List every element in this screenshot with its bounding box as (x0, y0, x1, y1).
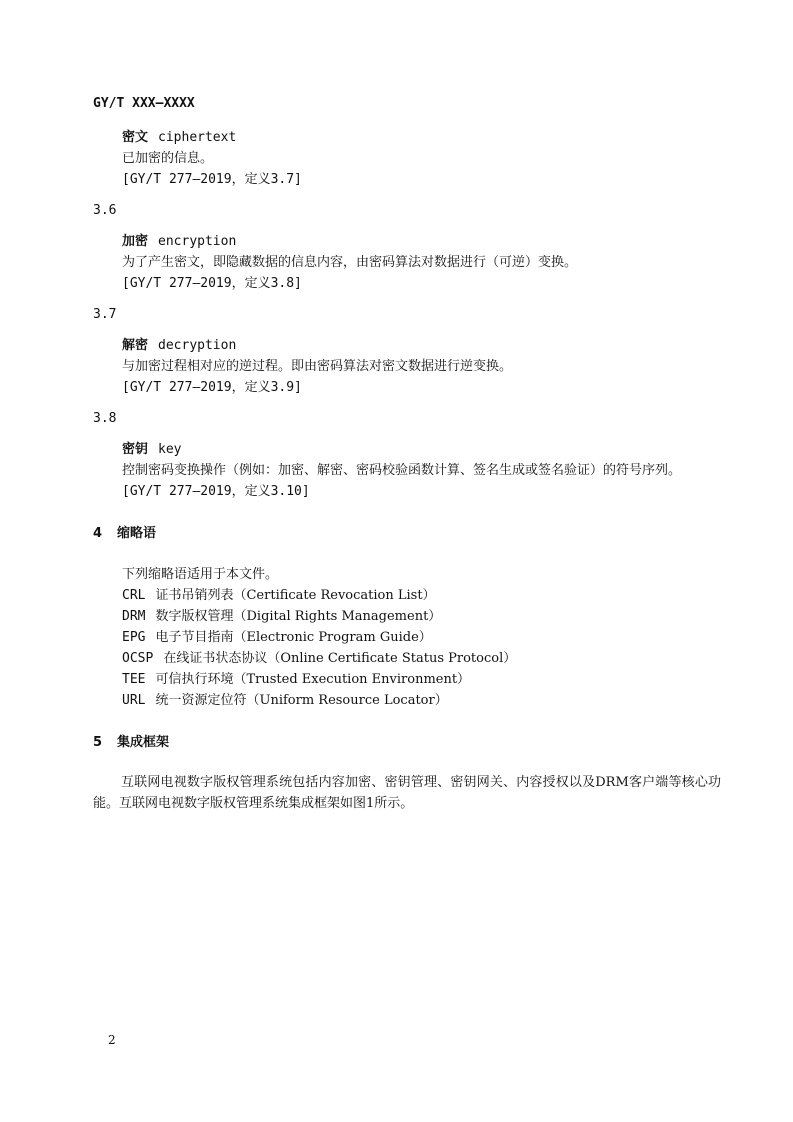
section-title: 集成框架 (117, 735, 170, 750)
term-number: 3.8 (93, 411, 117, 426)
abbreviation-expansion: 在线证书状态协议（Online Certificate Status Protocol） (163, 651, 517, 666)
term-source: [GY/T 277—2019，定义3.7] (122, 172, 302, 187)
term-source: [GY/T 277—2019，定义3.9] (122, 380, 302, 395)
section-paragraph: 互联网电视数字版权管理系统包括内容加密、密钥管理、密钥网关、内容授权以及DRM客户端等核心功能。互联网电视数字版权管理系统集成框架如图1所示。 (93, 775, 721, 811)
abbreviation: URL (122, 693, 146, 708)
abbreviation-expansion: 电子节目指南（Electronic Program Guide） (155, 630, 432, 645)
section-title: 缩略语 (117, 526, 157, 541)
term-number: 3.6 (93, 203, 117, 218)
term-zh: 加密 (122, 234, 149, 249)
section-number: 4 (93, 526, 103, 541)
term-heading (122, 442, 182, 458)
page-number: 2 (108, 1033, 116, 1047)
term-definition: 与加密过程相对应的逆过程。即由密码算法对密文数据进行逆变换。 (122, 359, 513, 374)
term-zh: 解密 (122, 338, 149, 353)
document-code: GY/T XXX—XXXX (93, 96, 195, 111)
abbreviation-item (122, 651, 516, 667)
term-zh: 密文 (122, 130, 149, 145)
section-number: 5 (93, 735, 103, 750)
abbreviation-item (122, 609, 441, 625)
abbreviation-expansion: 统一资源定位符（Uniform Resource Locator） (155, 693, 448, 708)
term-en: decryption (158, 338, 237, 353)
abbreviation-item (122, 588, 436, 604)
term-heading (122, 130, 236, 146)
abbreviation-expansion: 证书吊销列表（Certificate Revocation List） (155, 588, 436, 603)
abbreviation-expansion: 可信执行环境（Trusted Execution Environment） (155, 672, 471, 687)
abbreviation-item (122, 672, 470, 688)
term-source: [GY/T 277—2019，定义3.8] (122, 276, 302, 291)
abbreviation: DRM (122, 609, 146, 624)
abbreviation: CRL (122, 588, 146, 603)
abbreviation-item (122, 693, 448, 709)
term-heading (122, 338, 236, 354)
abbreviation: TEE (122, 672, 146, 687)
term-number: 3.7 (93, 307, 117, 322)
section-heading (93, 735, 169, 751)
section-intro: 下列缩略语适用于本文件。 (122, 567, 279, 582)
section-heading (93, 526, 156, 542)
term-zh: 密钥 (122, 442, 149, 457)
abbreviation-expansion: 数字版权管理（Digital Rights Management） (155, 609, 442, 624)
term-source: [GY/T 277—2019，定义3.10] (122, 484, 310, 499)
term-en: ciphertext (158, 130, 237, 145)
term-definition: 控制密码变换操作（例如：加密、解密、密码校验函数计算、签名生成或签名验证）的符号序列。 (122, 463, 682, 478)
term-en: encryption (158, 234, 237, 249)
abbreviation: OCSP (122, 651, 154, 666)
term-heading (122, 234, 236, 250)
abbreviation: EPG (122, 630, 146, 645)
term-en: key (158, 442, 182, 457)
term-definition: 为了产生密文，即隐藏数据的信息内容，由密码算法对数据进行（可逆）变换。 (122, 255, 578, 270)
abbreviation-item (122, 630, 432, 646)
term-definition: 已加密的信息。 (122, 151, 214, 166)
